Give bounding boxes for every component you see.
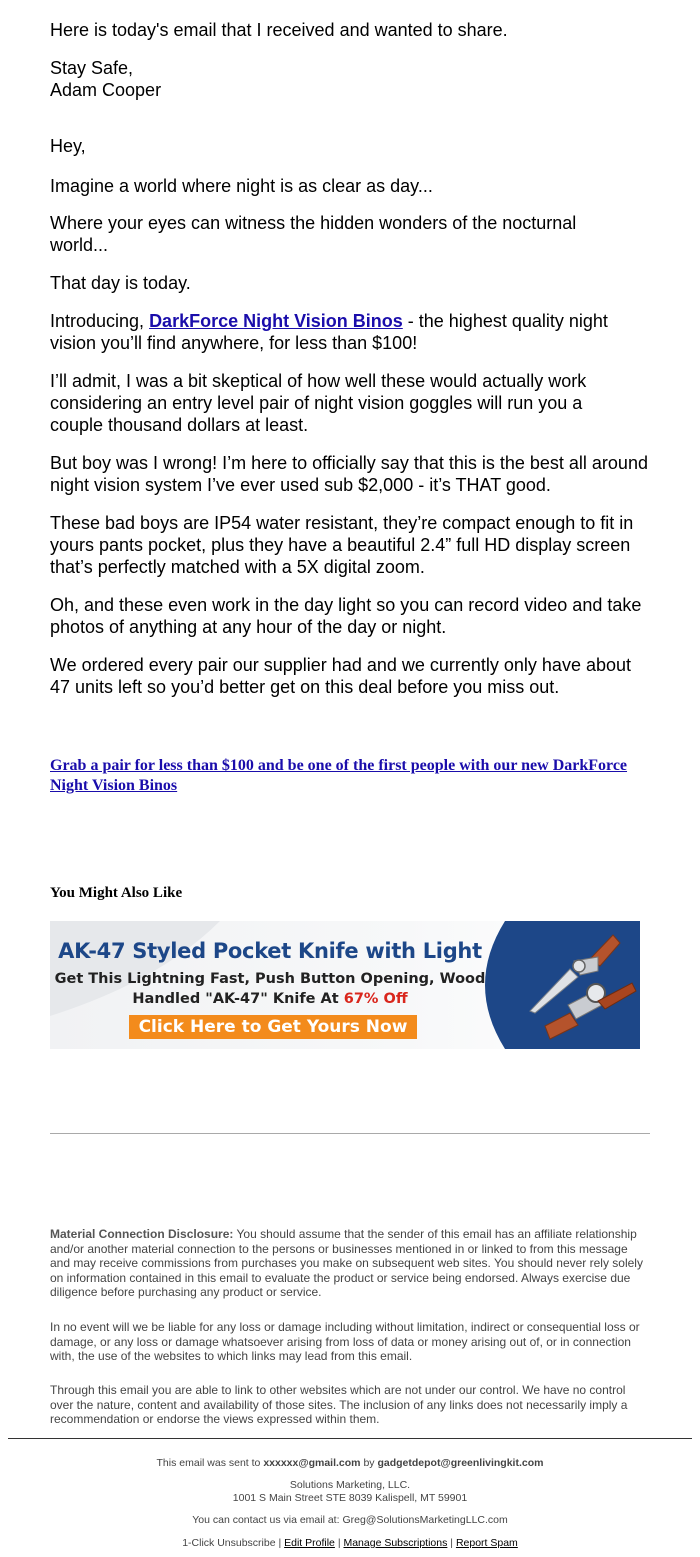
sep-2: | (334, 1537, 344, 1549)
report-spam-link[interactable]: Report Spam (455, 1537, 518, 1549)
company-name: Solutions Marketing, LLC. (289, 1479, 411, 1491)
p4-suffix: - the highest quality night vision you’ll find anywhere, for less than $100! (50, 311, 608, 353)
paragraph-9: We ordered every pair our supplier had and we currently only have about 47 units left so you’d better get on this deal before you miss out. (50, 655, 632, 697)
sent-to-line (0, 1457, 700, 1470)
banner-sub-line-2 (50, 989, 490, 1009)
disclosure-label: Material Connection Disclosure: (50, 1227, 234, 1241)
footer-links (0, 1537, 700, 1550)
sep-3: | (447, 1537, 456, 1549)
signoff: Stay Safe, (50, 58, 134, 78)
recipient-email: xxxxxx@gmail.com (263, 1457, 361, 1469)
control-paragraph: Through this email you are able to link to other websites which are not under our control. We have no control over the nature, content and availability of those sites. The inclusion of any links does not necessarily imply a recommendation or endorse the views expressed within them. (50, 1383, 628, 1427)
banner-subtext (50, 969, 490, 1009)
intro-line: Here is today's email that I received and wanted to share. (50, 20, 508, 40)
sender-email: gadgetdepot@greenlivingkit.com (377, 1457, 544, 1469)
manage-subscriptions-link[interactable]: Manage Subscriptions (343, 1537, 448, 1549)
knife-ad-banner[interactable] (50, 921, 640, 1049)
paragraph-7: These bad boys are IP54 water resistant, they’re compact enough to fit in yours pants pocket, plus they have a beautiful 2.4” full HD display screen that’s perfectly matched with a 5X digital zoom. (50, 513, 634, 577)
paragraph-5: I’ll admit, I was a bit skeptical of how well these would actually work considering an entry level pair of night vision goggles will run you a couple thousand dollars at least. (50, 371, 587, 435)
paragraph-6: But boy was I wrong! I’m here to officially say that this is the best all around night vision system I’ve ever used sub $2,000 - it’s THAT good. (50, 453, 648, 495)
cta-link[interactable]: Grab a pair for less than $100 and be one of the first people with our new DarkForce Night Vision Binos (50, 757, 628, 794)
banner-sub-line-1: Get This Lightning Fast, Push Button Opening, Wood (54, 971, 486, 987)
contact-prefix: You can contact us via email at: (192, 1514, 343, 1526)
footer-divider (8, 1438, 692, 1439)
paragraph-8: Oh, and these even work in the day light so you can record video and take photos of anything at any hour of the day or night. (50, 595, 642, 637)
divider (50, 1133, 650, 1134)
also-like-heading: You Might Also Like (50, 885, 183, 901)
contact-email: Greg@SolutionsMarketingLLC.com (342, 1514, 508, 1526)
disclosure-paragraph (50, 1227, 650, 1300)
contact-line (0, 1514, 700, 1527)
p4-prefix: Introducing, (50, 311, 150, 331)
paragraph-3: That day is today. (50, 273, 191, 293)
banner-sub-prefix: Handled "AK-47" Knife At (132, 991, 344, 1007)
product-link[interactable]: DarkForce Night Vision Binos (149, 311, 403, 331)
sep-1: | (275, 1537, 285, 1549)
sent-mid: by (360, 1457, 378, 1469)
banner-discount: 67% Off (343, 991, 408, 1007)
disclosure-text: You should assume that the sender of this email has an affiliate relationship and/or another material connection to the persons or businesses mentioned in or linked to from this message and may receive commissions from purchases you make on subsequent web sites. You should never rely solely on information contained in this email to evaluate the product or service being endorsed. Always exercise due diligence before purchasing any product or service. (50, 1227, 643, 1300)
edit-profile-link[interactable]: Edit Profile (284, 1537, 335, 1549)
paragraph-4 (50, 310, 650, 354)
paragraph-2: Where your eyes can witness the hidden wonders of the nocturnal world... (50, 213, 577, 255)
greeting: Hey, (50, 136, 86, 156)
sender-name: Adam Cooper (50, 80, 162, 100)
unsubscribe-text: 1-Click Unsubscribe (182, 1537, 276, 1549)
company-address: 1001 S Main Street STE 8039 Kalispell, MT 59901 (232, 1492, 468, 1504)
sent-prefix: This email was sent to (156, 1457, 264, 1469)
paragraph-1: Imagine a world where night is as clear as day... (50, 176, 433, 196)
banner-cta-button[interactable]: Click Here to Get Yours Now (129, 1015, 417, 1039)
liability-paragraph: In no event will we be liable for any loss or damage including without limitation, indirect or consequential loss or damage, or any loss or damage whatsoever arising from loss of data or money arising out of, or in connection with, the use of the websites to which links may lead from this email. (50, 1320, 640, 1364)
banner-headline: AK-47 Styled Pocket Knife with Light (58, 939, 482, 963)
